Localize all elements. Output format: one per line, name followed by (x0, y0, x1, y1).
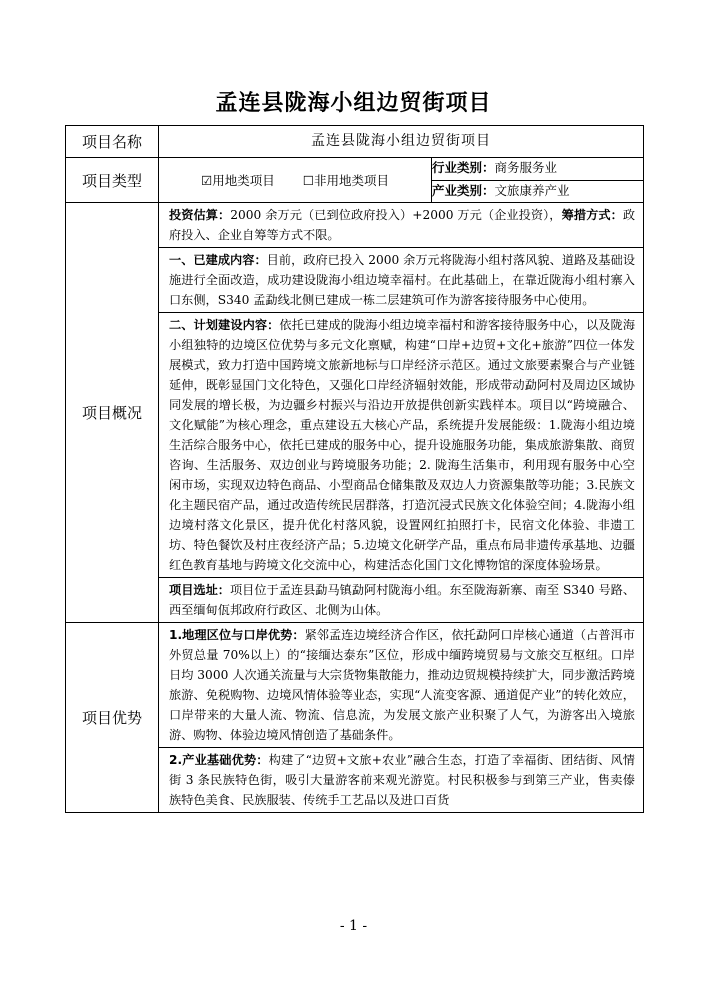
row-project-name (66, 126, 644, 158)
label-project-type: 项目类型 (66, 158, 159, 203)
non-land-use-checkbox[interactable]: ☐非用地类项目 (302, 173, 389, 188)
project-name-text: 孟连县陇海小组边贸街项目 (311, 133, 491, 149)
row-project-type (66, 158, 644, 181)
value-project-name (159, 126, 644, 158)
label-advantages: 项目优势 (66, 623, 159, 813)
row-advantage-1 (66, 623, 644, 748)
advantage-1-cell (159, 623, 644, 748)
sector-label: 产业类别： (432, 182, 495, 198)
label-project-name: 项目名称 (66, 126, 159, 158)
page-title: 孟连县陇海小组边贸街项目 (215, 90, 492, 116)
industry-value: 商务服务业 (494, 160, 558, 175)
overview-investment-cell (159, 203, 644, 248)
advantage-1-label: 1.地理区位与口岸优势： (169, 628, 305, 642)
row-overview-investment (66, 203, 644, 248)
overview-plan-cell (159, 313, 644, 578)
financing-label: 筹措方式： (561, 208, 623, 222)
plan-label: 二、计划建设内容： (169, 318, 280, 332)
built-label: 一、已建成内容： (169, 253, 267, 267)
overview-site-cell (159, 578, 644, 623)
investment-text: 投资估算：2000 余万元（已到位政府投入）+2000 万元（企业投资），筹措方式：政府投入、企业自筹等方式不限。 (169, 208, 636, 242)
investment-label: 投资估算： (169, 208, 231, 222)
advantage-1-text: 1.地理区位与口岸优势：紧邻孟连边境经济合作区，依托勐阿口岸核心通道（占普洱市外贸总量 70%以上）的“接缅达泰东”区位，形成中缅跨境贸易与文旅交互枢纽。口岸日均 3000 人次通关流量与大宗货物集散能力，推动边贸规模持续扩大，同步激活跨境旅游、免税购物、边境风情体验等业态，实现“人流变客源、通道促产业”的转化效应，口岸带来的大量人流、物流、信息流，为发展文旅产业积聚了人气，为游客出入境旅游、购物、体验边境风情创造了基础条件。 (169, 628, 635, 742)
industry-label: 行业类别： (432, 160, 495, 175)
label-overview: 项目概况 (66, 203, 159, 623)
advantage-2-label: 2.产业基础优势： (169, 753, 269, 767)
page-number: - 1 - (339, 918, 368, 934)
project-table (65, 125, 644, 813)
built-content-text: 一、已建成内容：目前，政府已投入 2000 余万元将陇海小组村落风貌、道路及基础设施进行全面改造，成功建设陇海小组边境幸福村。在此基础上，在靠近陇海小组村寨入口东侧，S340 孟勐线北侧已建成一栋二层建筑可作为游客接待服务中心使用。 (169, 253, 636, 307)
site-text: 项目选址：项目位于孟连县勐马镇勐阿村陇海小组。东至陇海新寨、南至 S340 号路、西至缅甸佤邦政府行政区、北侧为山体。 (169, 583, 636, 617)
industry-category (432, 158, 644, 181)
sector-value: 文旅康养产业 (494, 182, 570, 198)
sector-category (432, 180, 644, 203)
advantage-2-text: 2.产业基础优势：构建了“边贸+文旅+农业”融合生态，打造了幸福街、团结街、风情街 3 条民族特色街，吸引大量游客前来观光游览。村民积极参与到第三产业，售卖傣族特色美食、民族服装、传统手工艺品以及进口百货 (169, 753, 635, 807)
advantage-2-cell (159, 748, 644, 813)
plan-content-text: 二、计划建设内容：依托已建成的陇海小组边境幸福村和游客接待服务中心，以及陇海小组独特的边境区位优势与多元文化禀赋，构建“口岸+边贸+文化+旅游”四位一体发展模式，致力打造中国跨境文旅新地标与口岸经济示范区。通过文旅要素聚合与产业链延伸，既彰显国门文化特色，又强化口岸经济辐射效能，形成带动勐阿村及周边区域协同发展的增长极，为边疆乡村振兴与沿边开放提供创新实践样本。项目以“跨境融合、文化赋能”为核心理念，重点建设五大核心产品，系统提升发展能级：1.陇海小组边境生活综合服务中心，依托已建成的服务中心，提升设施服务功能，集成旅游集散、商贸咨询、生活服务、双边创业与跨境服务功能；2. 陇海生活集市，利用现有服务中心空闲市场，实现双边特色商品、小型商品仓储集散及双边人力资源集散等功能；3.民族文化主题民宿产品，通过改造传统民居群落，打造沉浸式民族文化体验空间；4.陇海小组边境村落文化景区，提升优化村落风貌，设置网红拍照打卡，民宿文化体验、非遗工坊、特色餐饮及村庄夜经济产品；5.边境文化研学产品，重点布局非遗传承基地、边疆红色教育基地与跨境文化交流中心，构建活态化国门文化博物馆的深度体验场景。 (169, 318, 636, 572)
overview-built-cell (159, 248, 644, 313)
land-use-checkbox[interactable]: ☑用地类项目 (201, 173, 275, 188)
project-type-options (159, 158, 432, 203)
site-label: 项目选址： (169, 583, 230, 597)
